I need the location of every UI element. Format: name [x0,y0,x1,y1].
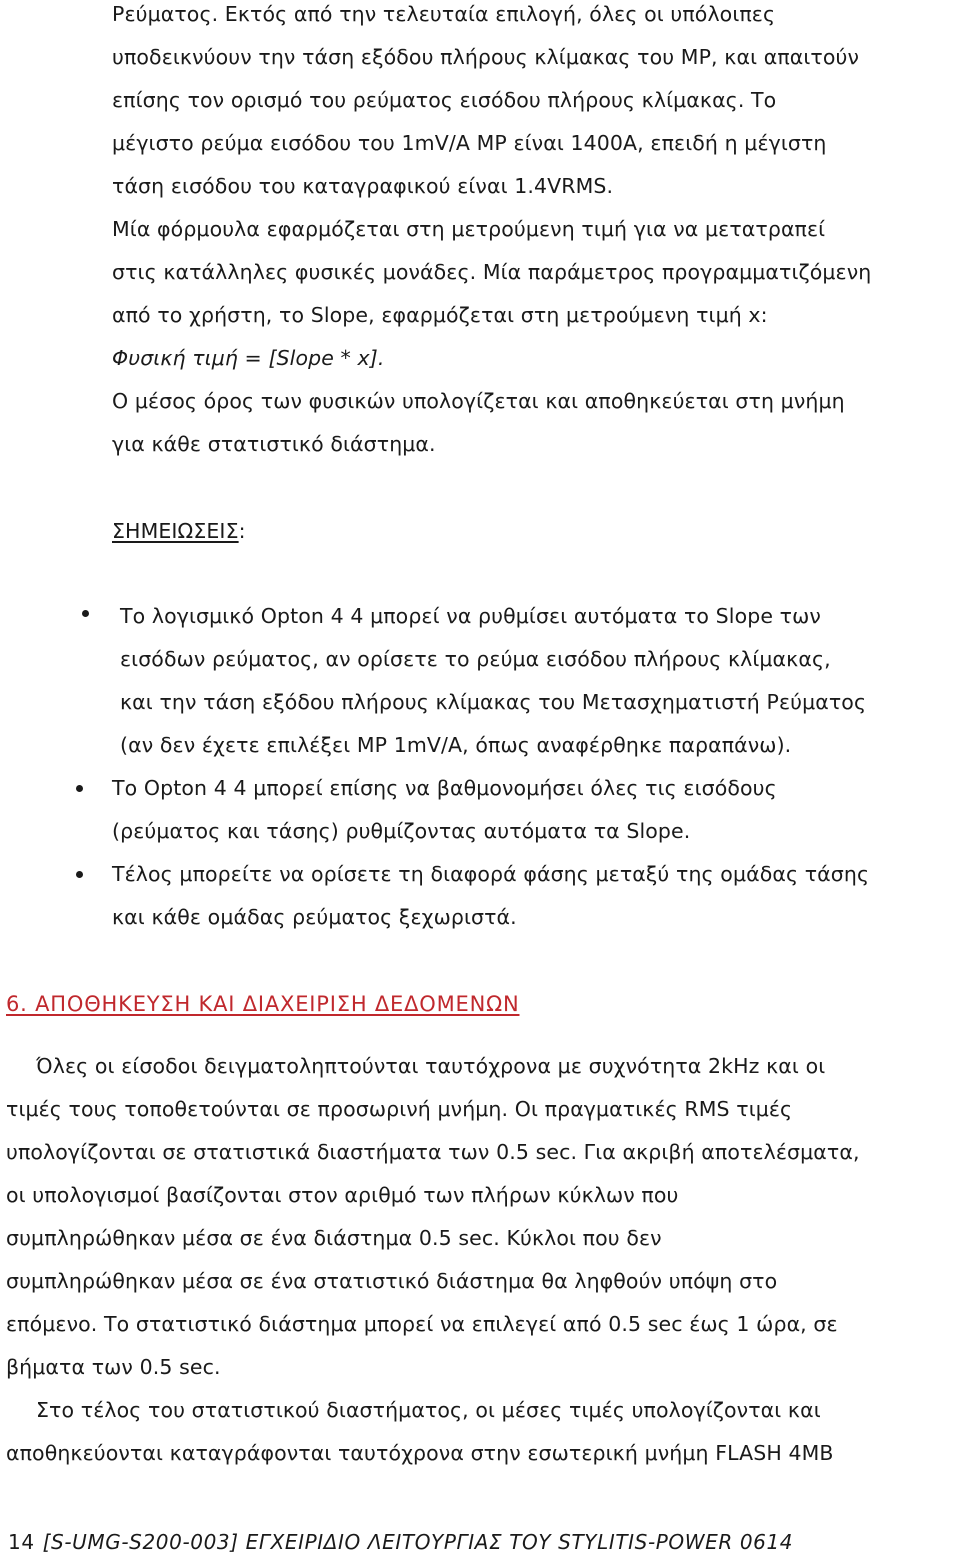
paragraph-line: επόμενο. Το στατιστικό διάστημα μπορεί να επιλεγεί από 0.5 sec έως 1 ώρα, σε [6,1312,838,1336]
bullet-icon [82,610,89,617]
paragraph-line: αποθηκεύονται καταγράφονται ταυτόχρονα στην εσωτερική μνήμη FLASH 4MB [6,1441,834,1465]
bullet-line: Το Opton 4 4 μπορεί επίσης να βαθμονομήσει όλες τις εισόδους [112,776,777,800]
paragraph-line: Όλες οι είσοδοι δειγματοληπτούνται ταυτόχρονα με συχνότητα 2kHz και οι [36,1054,826,1078]
notes-heading [112,517,246,545]
paragraph-line: υποδεικνύουν την τάση εξόδου πλήρους κλίμακας του ΜΡ, και απαιτούν [112,45,860,69]
notes-colon: : [238,519,246,543]
bullet-line: εισόδων ρεύματος, αν ορίσετε το ρεύμα εισόδου πλήρους κλίμακας, [120,647,831,671]
paragraph-line: συμπληρώθηκαν μέσα σε ένα στατιστικό διάστημα θα ληφθούν υπόψη στο [6,1269,778,1293]
paragraph-line: υπολογίζονται σε στατιστικά διαστήματα των 0.5 sec. Για ακριβή αποτελέσματα, [6,1140,860,1164]
page-footer [8,1528,793,1556]
page-number: 14 [8,1530,35,1554]
paragraph-line: τιμές τους τοποθετούνται σε προσωρινή μνήμη. Οι πραγματικές RMS τιμές [6,1097,793,1121]
formula-line: Φυσική τιμή = [Slope * x]. [112,346,385,370]
paragraph-line: τάση εισόδου του καταγραφικού είναι 1.4VRMS. [112,174,614,198]
bullet-line: Τέλος μπορείτε να ορίσετε τη διαφορά φάσης μεταξύ της ομάδας τάσης [112,862,870,886]
paragraph-line: στις κατάλληλες φυσικές μονάδες. Μία παράμετρος προγραμματιζόμενη [112,260,872,284]
bullet-line: και την τάση εξόδου πλήρους κλίμακας του Μετασχηματιστή Ρεύματος [120,690,867,714]
bullet-line: (ρεύματος και τάσης) ρυθμίζοντας αυτόματα τα Slope. [112,819,691,843]
paragraph-line: επίσης τον ορισμό του ρεύματος εισόδου πλήρους κλίμακας. Το [112,88,777,112]
bullet-line: Το λογισμικό Opton 4 4 μπορεί να ρυθμίσει αυτόματα το Slope των [120,604,821,628]
paragraph-line: από το χρήστη, το Slope, εφαρμόζεται στη μετρούμενη τιμή x: [112,303,768,327]
bullet-line: (αν δεν έχετε επιλέξει MP 1mV/A, όπως αναφέρθηκε παραπάνω). [120,733,792,757]
paragraph-line: Μία φόρμουλα εφαρμόζεται στη μετρούμενη τιμή για να μετατραπεί [112,217,826,241]
bullet-icon [76,785,83,792]
bullet-line: και κάθε ομάδας ρεύματος ξεχωριστά. [112,905,517,929]
paragraph-line: βήματα των 0.5 sec. [6,1355,221,1379]
section-heading: 6. ΑΠΟΘΗΚΕΥΣΗ ΚΑΙ ΔΙΑΧΕΙΡΙΣΗ ΔΕΔΟΜΕΝΩΝ [6,992,520,1016]
paragraph-line: συμπληρώθηκαν μέσα σε ένα διάστημα 0.5 sec. Κύκλοι που δεν [6,1226,662,1250]
paragraph-line: για κάθε στατιστικό διάστημα. [112,432,436,456]
paragraph-line: Στο τέλος του στατιστικού διαστήματος, οι μέσες τιμές υπολογίζονται και [36,1398,821,1422]
footer-title: [S-UMG-S200-003] ΕΓΧΕΙΡΙΔΙΟ ΛΕΙΤΟΥΡΓΙΑΣ ΤΟΥ STYLITIS-POWER 0614 [42,1530,794,1554]
paragraph-line: μέγιστο ρεύμα εισόδου του 1mV/A MP είναι 1400A, επειδή η μέγιστη [112,131,827,155]
paragraph-line: οι υπολογισμοί βασίζονται στον αριθμό των πλήρων κύκλων που [6,1183,679,1207]
notes-title: ΣΗΜΕΙΩΣΕΙΣ [112,519,239,543]
paragraph-line: Ο μέσος όρος των φυσικών υπολογίζεται και αποθηκεύεται στη μνήμη [112,389,845,413]
bullet-icon [76,871,83,878]
paragraph-line: Ρεύματος. Εκτός από την τελευταία επιλογή, όλες οι υπόλοιπες [112,2,776,26]
